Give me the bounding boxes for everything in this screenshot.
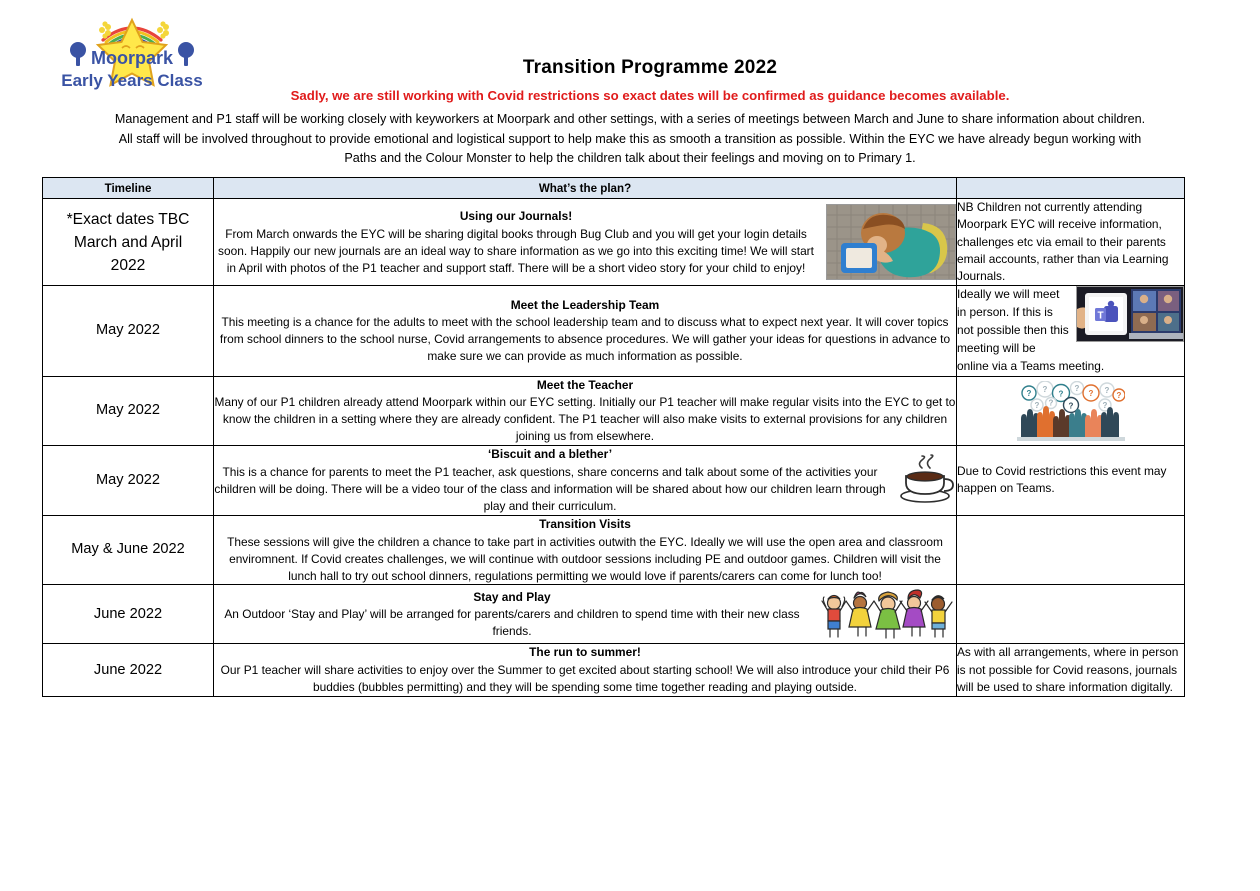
- table-row: [43, 199, 1185, 286]
- logo-word-top: Moorpark: [90, 48, 174, 68]
- timeline-line: 2022: [110, 256, 146, 274]
- timeline-cell: May 2022: [43, 446, 214, 516]
- svg-text:?: ?: [1068, 401, 1073, 411]
- note-cell: [957, 515, 1185, 585]
- note-cell: Due to Covid restrictions this event may happen on Teams.: [957, 446, 1185, 516]
- moorpark-early-years-class-logo: [56, 12, 208, 90]
- svg-text:?: ?: [1058, 389, 1063, 399]
- coffee-cup-illustration: [894, 454, 956, 506]
- page-title: Transition Programme 2022: [522, 57, 778, 78]
- timeline-cell: May & June 2022: [43, 515, 214, 585]
- svg-text:?: ?: [1074, 383, 1079, 393]
- plan-cell: [214, 515, 957, 585]
- note-cell: [957, 286, 1185, 376]
- plan-title: Stay and Play: [473, 589, 551, 604]
- table-row: [43, 585, 1185, 644]
- table-row: [43, 644, 1185, 697]
- teams-meeting-photo: [1076, 286, 1184, 342]
- svg-text:?: ?: [1048, 398, 1053, 408]
- note-cell: NB Children not currently attending Moorpark EYC will receive information, challenges etc via email to their parents email accounts, rather than via Learning Journals.: [957, 199, 1185, 286]
- plan-title: ‘Biscuit and a blether’: [488, 447, 612, 462]
- logo-word-bottom: Early Years Class: [61, 71, 203, 90]
- intro-line-3: Paths and the Colour Monster to help the children talk about their feelings and moving on to Primary 1.: [344, 151, 916, 166]
- intro-line-1: Management and P1 staff will be working closely with keyworkers at Moorpark and other settings, with a series of meetings between March and June to share information about children.: [114, 112, 1146, 126]
- plan-body: This is a chance for parents to meet the P1 teacher, ask questions, share concerns and talk about some of the activities your children will be doing. There will be a video tour of the class and information will be shared about how our children learn through play and their curriculum.: [214, 465, 886, 513]
- table-header-row: [43, 178, 1185, 199]
- plan-title: Transition Visits: [539, 516, 631, 531]
- plan-cell: [214, 644, 957, 697]
- dancing-children-illustration: [818, 585, 956, 643]
- svg-text:T: T: [1097, 310, 1104, 322]
- svg-text:?: ?: [1116, 390, 1121, 400]
- column-header-timeline: Timeline: [43, 178, 214, 199]
- note-text: Ideally we will meet in person. If this is not possible then this meeting will be online via a Teams meeting.: [957, 287, 1105, 373]
- covid-warning-text: Sadly, we are still working with Covid restrictions so exact dates will be confirmed as guidance becomes available.: [290, 88, 1010, 103]
- note-cell: [957, 585, 1185, 644]
- timeline-line: *Exact dates TBC: [66, 210, 190, 228]
- plan-body: These sessions will give the children a chance to take part in activities outwith the EYC. Ideally we will use the open area and classroom enviromnent. If Covid creates challenges, we will continue with outdoor sessions including PE and outdoor games. Children will visit the lunch hall to try out school dinners, regulations permitting we would love if parents/carers can come for lunch too!: [227, 534, 943, 583]
- plan-cell: [214, 585, 957, 644]
- svg-text:?: ?: [1088, 388, 1093, 398]
- plan-title: Meet the Leadership Team: [510, 297, 660, 312]
- plan-body: This meeting is a chance for the adults to meet with the school leadership team and to discuss what to expect next year. It will cover topics from school dinners to the school nurse, Covid arrangements to absence procedures. We will gather your ideas for questions in advance to make sure we can provide as much information as possible.: [219, 315, 951, 364]
- plan-cell: [214, 286, 957, 376]
- table-row: [43, 286, 1185, 376]
- transition-programme-table-wrapper: [42, 177, 1184, 697]
- intro-paragraph: [60, 110, 1200, 169]
- intro-line-2: All staff will be involved throughout to provide emotional and logistical support to help make this as smooth a transition as possible. Within the EYC we have already begun working with: [118, 131, 1142, 146]
- timeline-line: March and April: [73, 233, 183, 251]
- plan-title: Meet the Teacher: [536, 377, 634, 392]
- svg-text:?: ?: [1102, 400, 1107, 410]
- plan-body: Our P1 teacher will share activities to enjoy over the Summer to get excited about starting school! We will also introduce your child their P6 buddies (bubbles permitting) and they will be spending some time together reading and playing outside.: [220, 663, 950, 695]
- plan-body: From March onwards the EYC will be sharing digital books through Bug Club and you will get your login details soon. Happily our new journals are an ideal way to share information as we go into this exciting time! We will start in April with photos of the P1 teacher and support staff. There will be a short video story for your child to enjoy!: [218, 226, 814, 275]
- svg-text:?: ?: [1034, 400, 1039, 410]
- transition-programme-table: [42, 177, 1185, 697]
- plan-cell: [214, 446, 957, 516]
- plan-cell: [214, 199, 957, 286]
- table-row: [43, 446, 1185, 516]
- timeline-cell: May 2022: [43, 376, 214, 446]
- svg-text:?: ?: [1104, 385, 1109, 395]
- timeline-cell: June 2022: [43, 644, 214, 697]
- timeline-cell: June 2022: [43, 585, 214, 644]
- plan-body: An Outdoor ‘Stay and Play’ will be arranged for parents/carers and children to spend time with their new class friends.: [224, 607, 800, 639]
- plan-body: Many of our P1 children already attend Moorpark within our EYC setting. Initially our P1 teacher will make regular visits into the EYC to get to know the children in a setting where they are already confident. The P1 teacher will also make visits to external provisions for any children joining us from elsewhere.: [214, 395, 956, 444]
- note-cell: As with all arrangements, where in person is not possible for Covid reasons, journals will be used to share information digitally.: [957, 644, 1185, 697]
- raised-hands-questions-illustration: [957, 378, 1184, 444]
- timeline-cell: [43, 199, 214, 286]
- table-row: [43, 515, 1185, 585]
- plan-title: Using our Journals!: [459, 208, 573, 223]
- child-with-tablet-photo: [826, 204, 956, 280]
- plan-cell: [214, 376, 957, 446]
- table-row: [43, 376, 1185, 446]
- timeline-cell: May 2022: [43, 286, 214, 376]
- plan-title: The run to summer!: [529, 645, 641, 660]
- column-header-plan: What’s the plan?: [214, 178, 957, 199]
- svg-text:?: ?: [1042, 384, 1047, 394]
- svg-text:?: ?: [1026, 388, 1031, 398]
- column-header-notes: [957, 178, 1185, 199]
- note-cell: [957, 376, 1185, 446]
- document-header: [0, 0, 1260, 169]
